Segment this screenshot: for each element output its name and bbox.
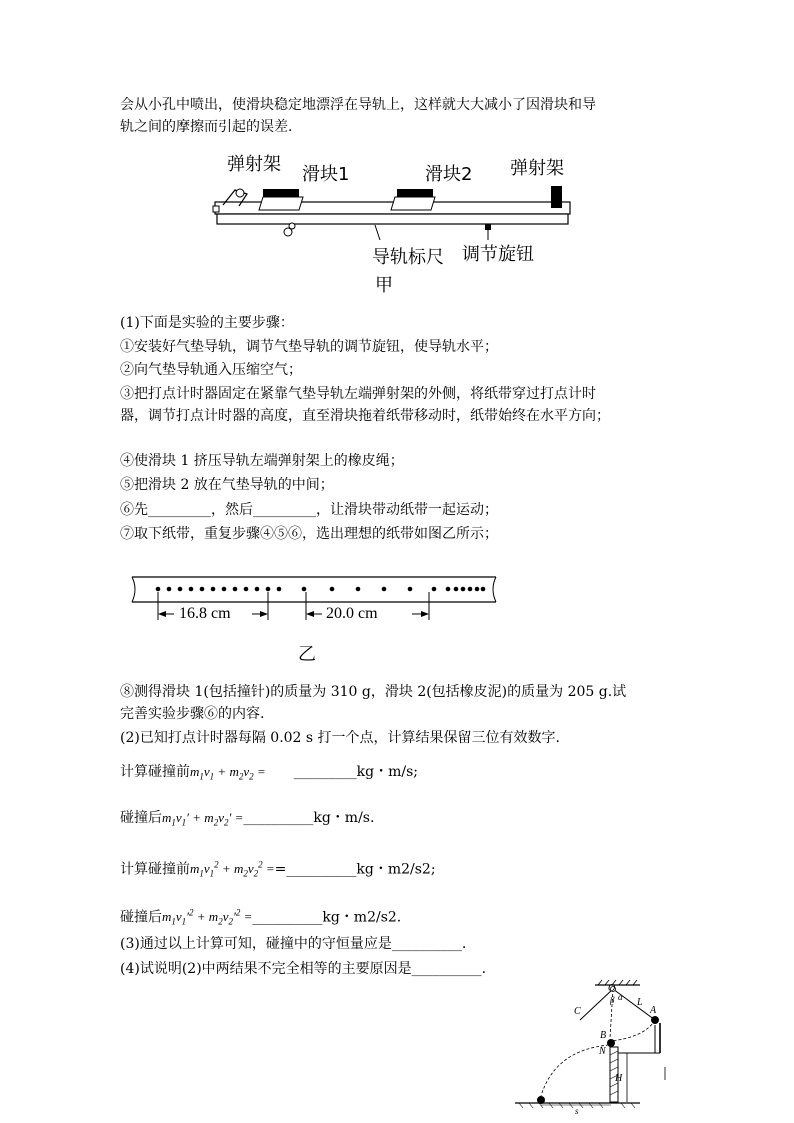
tape-dot [382,587,387,592]
tape-dot [408,587,413,592]
figure-caption-jia: 甲 [375,275,393,296]
tape-dot [432,587,437,592]
tape-dot [302,587,307,592]
label-A: A [650,1005,657,1016]
question-3: (3)通过以上计算可知，碰撞中的守恒量应是__________. [120,936,467,952]
answer-blank: _________kg・m/s; [293,764,418,780]
step-2: ②向气垫导轨通入压缩空气； [120,362,302,378]
label-H: H [615,1073,623,1084]
step-5: ⑤把滑块 2 放在气垫导轨的中间； [120,477,334,493]
label-beta: β [610,995,615,1005]
calc-label: 计算碰撞前 [120,764,190,780]
label-B: B [600,1030,607,1041]
figure-caption-yi: 乙 [298,644,316,665]
intro-line-2: 轨之间的摩擦而引起的误差. [120,119,293,135]
tape-dot [156,587,161,592]
label-knob: 调节旋钮 [462,244,534,265]
tape-dot [167,587,172,592]
answer-blank: =__________kg・m2/s2; [274,861,436,878]
tape-dot [211,587,216,592]
tape-dot [244,587,249,592]
calc-label: 碰撞后 [120,909,162,926]
step-8-line-1: ⑧测得滑块 1(包括撞针)的质量为 310 g，滑块 2(包括橡皮泥)的质量为 205 g.试 [120,684,627,700]
tape-dot [266,587,271,592]
label-slider-1: 滑块1 [302,164,350,185]
tape-dot [330,587,335,592]
steps-heading: (1)下面是实验的主要步骤： [120,315,294,331]
calc-label: 计算碰撞前 [120,861,190,878]
tape-dot [454,587,459,592]
label-C: C [574,1006,581,1017]
tape-dot [178,587,183,592]
step-4: ④使滑块 1 挤压导轨左端弹射架上的橡皮绳； [120,453,404,469]
calc-energy-after [120,903,401,932]
question-4: (4)试说明(2)中两结果不完全相等的主要原因是__________. [120,961,487,977]
label-launcher-left: 弹射架 [227,154,281,175]
label-ruler: 导轨标尺 [372,247,444,268]
step-8-line-2: 完善实验步骤⑥的内容. [120,706,265,722]
calc-momentum-before [120,762,418,787]
tape-dot [475,587,480,592]
formula-momentum-before: $m_1v_1 + m_2v_2$ = [190,764,266,782]
step-1: ①安装好气垫导轨，调节气垫导轨的调节旋钮，使导轨水平； [120,339,498,355]
label-L: L [637,997,643,1008]
tape-dot [356,587,361,592]
step-7: ⑦取下纸带，重复步骤④⑤⑥，选出理想的纸带如图乙所示； [120,526,498,542]
step-3-line-2: 器，调节打点计时器的高度，直至滑块拖着纸带移动时，纸带始终在水平方向； [120,408,610,424]
pendulum-figure [515,975,680,1110]
tape-dot [233,587,238,592]
answer-blank: __________kg・m2/s2. [252,909,402,926]
answer-blank: __________kg・m/s. [243,810,375,826]
tape-dot [277,587,282,592]
tape-dot [446,587,451,592]
label-slider-2: 滑块2 [425,164,473,185]
tape-dot [255,587,260,592]
calc-energy-before [120,855,436,884]
tape-distance-2: 20.0 cm [326,605,378,622]
tape-dot [461,587,466,592]
label-O: O [608,983,616,994]
formula-energy-before: $m_1v_1^2 + m_2v_2^2$ = [190,860,275,879]
step-6: ⑥先_________，然后_________，让滑块带动纸带一起运动； [120,502,498,518]
paper-tape-figure [130,572,500,632]
label-s: s [575,1106,579,1116]
formula-energy-after: $m_1v_1'^2 + m_2v_2'^2$ = [162,908,253,927]
tape-dot [222,587,227,592]
label-N: N [599,1046,606,1057]
label-launcher-right: 弹射架 [510,158,564,179]
label-alpha: α [618,992,623,1002]
tape-dot [200,587,205,592]
intro-line-1: 会从小孔中喷出，使滑块稳定地漂浮在导轨上，这样就大大减小了因滑块和导 [120,97,596,113]
calc-momentum-after [120,808,374,833]
tape-dot [468,587,473,592]
tape-dot [481,587,486,592]
tape-dot [189,587,194,592]
tape-distance-1: 16.8 cm [179,605,231,622]
formula-momentum-after: $m_1v_1' + m_2v_2'$ = [162,810,244,828]
calc-label: 碰撞后 [120,810,162,826]
question-2: (2)已知打点计时器每隔 0.02 s 打一个点，计算结果保留三位有效数字. [120,730,560,746]
step-3-line-1: ③把打点计时器固定在紧靠气垫导轨左端弹射架的外侧，将纸带穿过打点计时 [120,386,596,402]
